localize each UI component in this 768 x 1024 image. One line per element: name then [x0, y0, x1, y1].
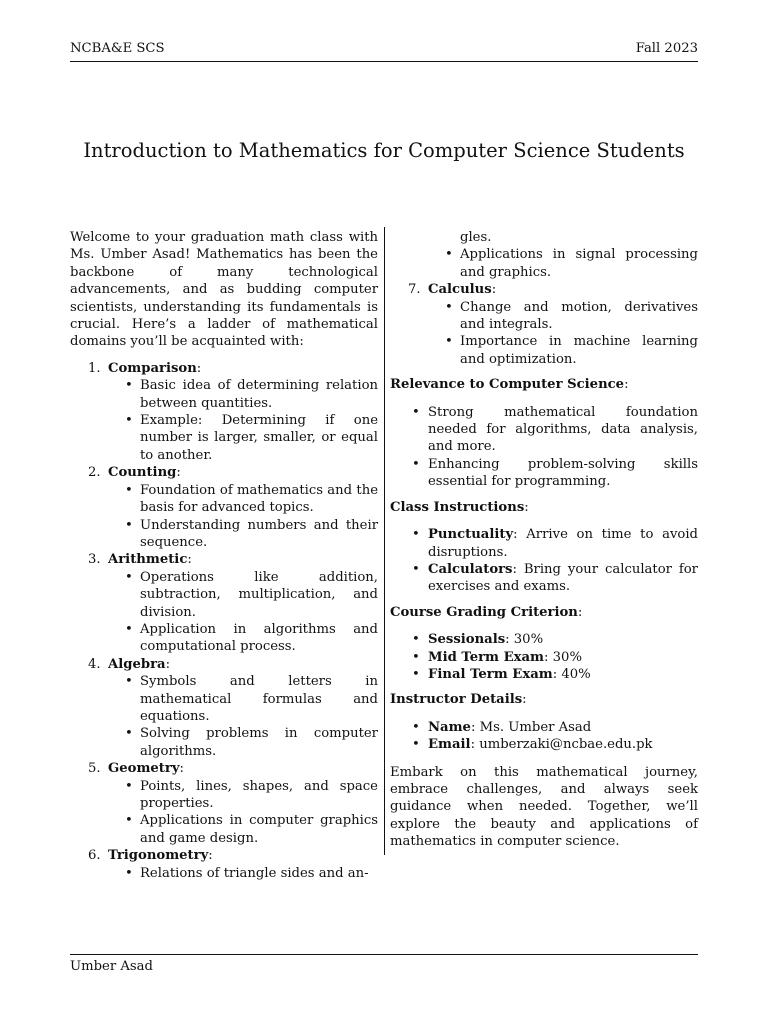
domain-item: 2. Counting: • Foundation of mathematics and the basis for advanced topics. • Understanding numbers and their sequence.: [88, 465, 378, 550]
bullet: •: [125, 569, 133, 585]
bullet: •: [412, 456, 420, 472]
domain-number: 3.: [88, 552, 101, 568]
domain-number: 1.: [88, 360, 101, 376]
bullet: •: [125, 517, 133, 533]
domain-label: Trigonometry: [108, 848, 209, 864]
instructions-list: [390, 526, 698, 596]
list-item: • Solving problems in computer algorithms.: [125, 726, 378, 759]
grading-list: [390, 631, 698, 683]
bullet: •: [125, 813, 133, 829]
list-item: • Change and motion, derivatives and integrals.: [445, 299, 698, 333]
list-item: • Application in algorithms and computational process.: [125, 621, 378, 655]
domain-label: Algebra: [108, 656, 166, 672]
list-item: • Enhancing problem-solving skills essential for programming.: [412, 456, 698, 490]
list-item: • Example: Determining if one number is larger, smaller, or equal to another.: [125, 413, 378, 463]
list-item: • Mid Term Exam: 30%: [412, 649, 582, 665]
intro-paragraph: Welcome to your graduation math class with Ms. Umber Asad! Mathematics has been the backbone of many technological advancements, and as budding computer scientists, understanding its fundamentals is crucial. Here’s a ladder of mathematical domains you’ll be acquainted with:: [70, 230, 378, 350]
bullet: •: [445, 334, 453, 350]
bullet: •: [412, 561, 420, 577]
domain-item: 5. Geometry: • Points, lines, shapes, and space properties. • Applications in computer graphics and game design.: [88, 761, 378, 846]
list-item: • Operations like addition, subtraction, multiplication, and division.: [125, 569, 378, 620]
domain-label: Arithmetic: [108, 552, 188, 568]
list-item: • Applications in signal processing and graphics.: [445, 247, 698, 280]
bullet: •: [412, 404, 420, 420]
footer-author: Umber Asad: [70, 959, 153, 974]
bullet: •: [412, 632, 420, 648]
bullet: •: [125, 413, 133, 429]
list-item: • Name: Ms. Umber Asad: [412, 719, 592, 735]
list-item: • Points, lines, shapes, and space properties.: [125, 778, 378, 811]
domain-sublist: [108, 482, 378, 552]
domain-sublist: [108, 569, 378, 656]
footer-rule: [70, 954, 698, 955]
domain-number: 4.: [88, 656, 101, 672]
section-heading: Instructor Details:: [390, 692, 527, 708]
domain-number: 6.: [88, 848, 101, 864]
list-item-continued: gles.: [460, 230, 492, 245]
header-rule: [70, 61, 698, 62]
bullet: •: [125, 674, 133, 690]
list-item: • Email: umberzaki@ncbae.edu.pk: [412, 737, 653, 753]
domain-label: Comparison: [108, 360, 197, 376]
domain-sublist: [428, 299, 698, 369]
column-divider: [384, 227, 385, 855]
section-heading: Class Instructions:: [390, 499, 529, 515]
instructor-list: [390, 719, 698, 754]
domain-sublist: [108, 377, 378, 464]
domain-number: 7.: [408, 282, 421, 298]
bullet: •: [412, 719, 420, 735]
domain-number: 2.: [88, 465, 101, 481]
email-text: umberzaki@ncbae.edu.pk: [479, 737, 653, 753]
bullet: •: [125, 726, 133, 742]
document-title: Introduction to Mathematics for Computer Science Students: [83, 139, 685, 162]
domain-number: 5.: [88, 761, 101, 777]
bullet: •: [125, 482, 133, 498]
list-item: • Punctuality: Arrive on time to avoid disruptions.: [412, 527, 698, 560]
bullet: •: [445, 299, 453, 315]
list-item: • Applications in computer graphics and game design.: [125, 813, 378, 846]
page-header: [70, 40, 698, 60]
section-heading: Relevance to Computer Science:: [390, 377, 629, 393]
bullet: •: [125, 621, 133, 637]
list-item: • Final Term Exam: 40%: [412, 666, 591, 682]
list-item: • Sessionals: 30%: [412, 632, 544, 648]
bullet: •: [412, 666, 420, 682]
header-institution: NCBA&E SCS: [70, 41, 165, 56]
bullet: •: [412, 527, 420, 543]
list-item: • Calculators: Bring your calculator for exercises and exams.: [412, 561, 698, 595]
list-item: • Understanding numbers and their sequence.: [125, 517, 378, 550]
domain-sublist: [108, 865, 378, 882]
domain-label: Geometry: [108, 761, 180, 777]
domain-item: 7. Calculus: • Change and motion, derivatives and integrals. • Importance in machine learning and optimization.: [408, 282, 698, 367]
section-heading: Course Grading Criterion:: [390, 604, 583, 620]
list-item: • Basic idea of determining relation between quantities.: [125, 378, 378, 411]
domain-label: Calculus: [428, 282, 492, 298]
domain-item: 3. Arithmetic: • Operations like addition, subtraction, multiplication, and division. • Application in algorithms and computational process.: [88, 552, 378, 655]
bullet: •: [445, 247, 453, 263]
domain-item: 1. Comparison: • Basic idea of determining relation between quantities. • Example: Determining if one number is larger, smaller, or equal to another.: [88, 360, 378, 463]
domain-item: 4. Algebra: • Symbols and letters in mathematical formulas and equations. • Solving problems in computer algorithms.: [88, 656, 378, 759]
relevance-list: [390, 404, 698, 491]
list-item: • Symbols and letters in mathematical formulas and equations.: [125, 674, 378, 724]
list-item: • Importance in machine learning and optimization.: [445, 334, 698, 367]
left-column: [70, 229, 378, 882]
list-item: • Foundation of mathematics and the basis for advanced topics.: [125, 482, 378, 516]
right-column: [390, 229, 698, 851]
closing-paragraph: Embark on this mathematical journey, embrace challenges, and always seek guidance when needed. Together, we’ll explore the beauty and applications of mathematics in computer science.: [390, 764, 698, 850]
domain-sublist: [108, 778, 378, 848]
domains-list: [70, 360, 378, 882]
bullet: •: [412, 737, 420, 753]
bullet: •: [125, 378, 133, 394]
bullet: •: [412, 649, 420, 665]
bullet: •: [125, 865, 133, 881]
list-item: • Relations of triangle sides and an-: [125, 865, 369, 881]
domains-list-continued: [390, 281, 698, 368]
domain-label: Counting: [108, 465, 177, 481]
domain-item: 6. Trigonometry: • Relations of triangle sides and an-: [70, 847, 378, 882]
domain-sublist: [108, 673, 378, 760]
header-term: Fall 2023: [635, 41, 698, 56]
list-item: • Strong mathematical foundation needed for algorithms, data analysis, and more.: [412, 404, 698, 455]
bullet: •: [125, 778, 133, 794]
